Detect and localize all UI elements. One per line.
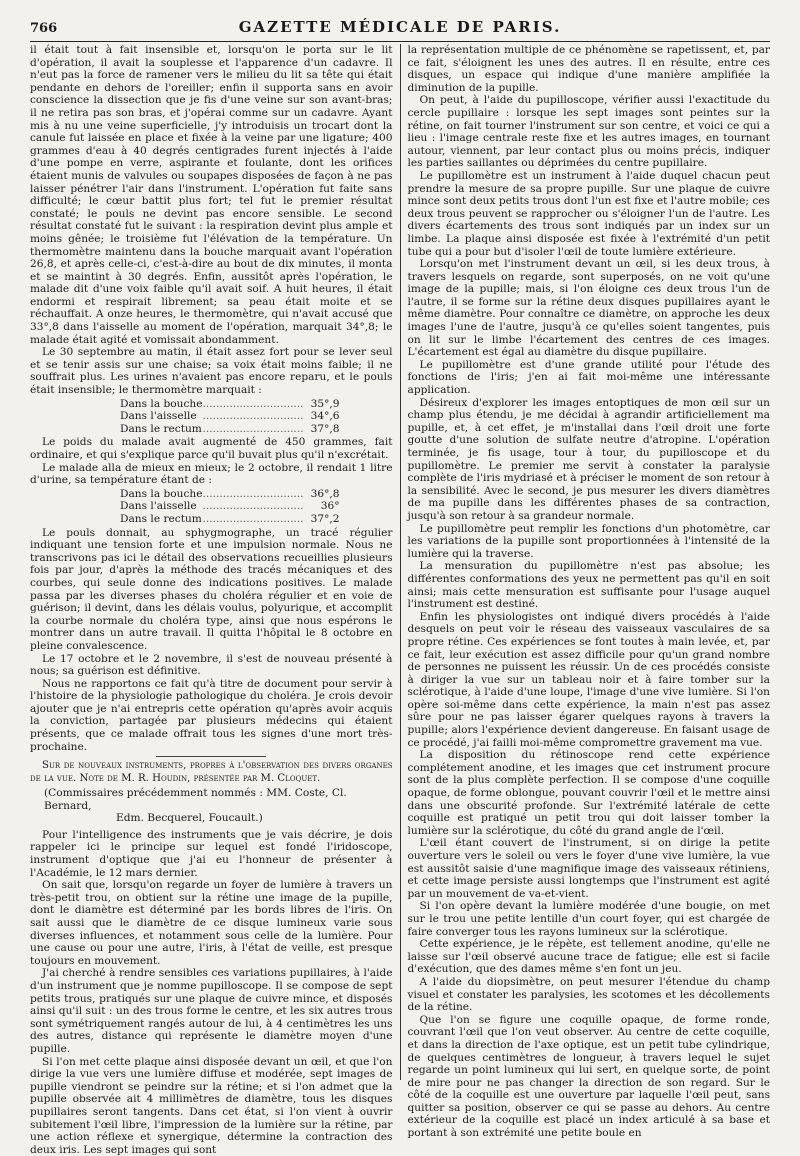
paragraph: Le pupillomètre peut remplir les fonctions d'un photomètre, car les variations de la pupille sont proportionnées à l'intensité de la lumière qui la traverse. (407, 522, 770, 560)
site-label: Dans l'aisselle (120, 500, 197, 513)
paragraph: On sait que, lorsqu'on regarde un foyer de lumière à travers un très-petit trou, on obtient sur la rétine une image de la pupille, dont le diamètre est déterminé par les bords libres de l'iris. On sait aussi que le diamètre de ce disque lumineux varie sous diverses influences, et notamment sous celle de la lumière. Pour une cause ou pour une autre, l'iris, à l'état de veille, est presque toujours en mouvement. (30, 879, 393, 967)
paragraph: Pour l'intelligence des instruments que je vais décrire, je dois rappeler ici le principe sur lequel est fondé l'iridoscope, instrument d'optique que j'ai eu l'honneur de présenter à l'Académie, le 12 mars dernier. (30, 828, 393, 879)
two-column-body (30, 44, 770, 1156)
paragraph: Lorsqu'on met l'instrument devant un œil, si les deux trous, à travers lesquels on regarde, sont superposés, on ne voit qu'une image de la pupille; mais, si l'on éloigne ces deux trous l'un de l'autre, il se forme sur la rétine deux disques pupillaires ayant le même diamètre. Pour connaître ce diamètre, on approche les deux images l'une de l'autre, jusqu'à ce qu'elles soient tangentes, puis on lit sur le limbe l'écartement des centres de ces images. L'écartement est égal au diamètre du disque pupillaire. (407, 258, 770, 359)
temperature-row (120, 423, 340, 436)
commission-note (44, 787, 393, 825)
paragraph: On peut, à l'aide du pupilloscope, vérifier aussi l'exactitude du cercle pupillaire : lorsque les sept images sont peintes sur la rétine, on fait tourner l'instrument sur son centre, et voici ce qui a lieu : l'image centrale reste fixe et les autres images, en tournant autour, viennent, par leur contact plus ou moins précis, indiquer les parties saillantes ou déprimées du centre pupillaire. (407, 94, 770, 170)
paragraph: Le pupillomètre est un instrument à l'aide duquel chacun peut prendre la mesure de sa propre pupille. Sur une plaque de cuivre mince sont deux petits trous dont l'un est fixe et l'autre mobile; ces deux trous peuvent se rapprocher ou s'éloigner l'un de l'autre. Les divers écartements des trous sont indiqués par un index sur un limbe. La plaque ainsi disposée est fixée à l'extrémité d'un petit tube qui a pour but d'isoler l'œil de toute lumière extérieure. (407, 169, 770, 258)
paragraph: Enfin les physiologistes ont indiqué divers procédés à l'aide desquels on peut voir le réseau des vaisseaux vasculaires de sa propre rétine. Ces expériences se font toutes à main levée, et, par ce fait, leur exécution est assez difficile pour qu'un grand nombre de personnes ne puissent les réussir. Un de ces procédés consiste à diriger la vue sur un tableau noir et à faire tomber sur la sclérotique, à l'aide d'une loupe, l'image d'une vive lumière. Si l'on opère soi-même dans cette expérience, la main n'est pas assez sûre pour ne pas laisser égarer quelques rayons à travers la pupille; alors l'expérience devient dangereuse. En faisant usage de ce procédé, j'ai failli moi-même compromettre gravement ma vue. (407, 610, 770, 749)
right-column (401, 44, 771, 1140)
paragraph: Le 30 septembre au matin, il était assez fort pour se lever seul et se tenir assis sur une chaise; sa voix était moins faible; il ne souffrait plus. Les urines n'avaient pas encore reparu, et le pouls était insensible; le thermomètre marquait : (30, 346, 393, 397)
temperature-value: 35°,9 (310, 397, 340, 410)
paragraph: Que l'on se figure une coquille opaque, de forme ronde, couvrant l'œil que l'on veut observer. Au centre de cette coquille, et dans la direction de l'axe optique, est un petit tube cylindrique, de quelques centimètres de longueur, à travers lequel le sujet regarde un point lumineux qui lui sert, en quelque sorte, de point de mire pour ne pas changer la direction de son regard. Sur le côté de la coquille est une ouverture par laquelle l'œil peut, sans quitter sa position, observer ce qui se passe au dehors. Au centre extérieur de la coquille est placé un index articulé à sa base et portant à son extrémité une petite boule en (407, 1013, 770, 1140)
temperature-row (120, 410, 340, 423)
paragraph: la représentation multiple de ce phénomène se rapetissent, et, par ce fait, s'éloignent les unes des autres. Il en résulte, entre ces disques, un espace qui indique d'une manière amplifiée la diminution de la pupille. (407, 44, 770, 94)
leader-dots: .............................. (202, 487, 304, 500)
temperature-row (120, 513, 340, 526)
paragraph: Si l'on opère devant la lumière modérée d'une bougie, on met sur le trou une petite lentille d'un court foyer, qui est chargée de faire converger tous les rayons lumineux sur la sclérotique. (407, 900, 770, 938)
temperature-table (120, 398, 340, 436)
paragraph: Cette expérience, je le répète, est tellement anodine, qu'elle ne laisse sur l'œil observé aucune trace de fatigue; elle est si facile d'exécution, que des dames même s'en font un jeu. (407, 938, 770, 976)
paragraph: Le poids du malade avait augmenté de 450 grammes, fait ordinaire, et qui s'explique parce qu'il buvait plus qu'il n'excrétait. (30, 436, 393, 461)
section-divider (156, 756, 266, 757)
leader-dots: .............................. (202, 410, 304, 423)
paragraph: La disposition du rétinoscope rend cette expérience complétement anodine, et les images que cet instrument procure sont de la plus complète perfection. Il se compose d'une coquille opaque, de forme oblongue, pouvant couvrir l'œil et le mettre ainsi dans une obscurité profonde. Sur l'extrémité latérale de cette coquille est pratiqué un petit trou qui doit laisser tomber la lumière sur la sclérotique, du côté du grand angle de l'œil. (407, 749, 770, 837)
leader-dots: .............................. (202, 512, 304, 525)
paragraph: A l'aide du diopsimètre, on peut mesurer l'étendue du champ visuel et constater les paralysies, les scotomes et les décollements de la rétine. (407, 975, 770, 1014)
temperature-value: 34°,6 (310, 410, 340, 423)
paragraph: il était tout à fait insensible et, lorsqu'on le porta sur le lit d'opération, il avait la souplesse et l'apparence d'un cadavre. Il n'eut pas la force de ramener vers le milieu du lit sa tête qui était pendante en dehors de l'oreiller; enfin il supporta sans en avoir conscience la dissection que je fis d'une veine sur son avant-bras; il ne retira pas son bras, et j'opérai comme sur un cadavre. Ayant mis à nu une veine superficielle, j'y introduisis un trocart dont la canule fut laissée en place et fixée à la veine par une ligature; 400 grammes d'eau à 40 degrés centigrades furent injectés à l'aide d'une pompe en verre, aspirante et foulante, dont les orifices étaient munis de valvules ou soupapes disposées de façon à ne pas laisser pénétrer l'air dans l'instrument. L'opération fut faite sans difficulté; le cœur battit plus fort; tel fut le premier résultat constaté; le pouls ne devint pas encore sensible. Le second résultat constaté fut le suivant : la respiration devint plus ample et moins gênée; le troisième fut l'élévation de la température. Un thermomètre maintenu dans la bouche marquait avant l'opération 26,8, et après celle-ci, c'est-à-dire au bout de dix minutes, il monta et se maintint à 30 degrés. Enfin, aussitôt après l'opération, le malade dit d'une voix faible qu'il avait soif. A huit heures, il était endormi et respirait librement; sa peau était moite et se réchauffait. A onze heures, le thermomètre, qui n'avait accusé que 33°,8 dans l'aisselle au moment de l'opération, marquait 34°,8; le malade était agité et vomissait abondamment. (30, 44, 393, 346)
paragraph: Le pouls donnait, au sphygmographe, un tracé régulier indiquant une tension forte et une impulsion normale. Nous ne transcrivons pas ici le détail des observations recueillies plusieurs fois par jour, d'après la méthode des tracés mécaniques et des courbes, qui seule donne des indications positives. Le malade passa par les diverses phases du choléra régulier et en voie de guérison; il devint, dans les délais voulus, polyurique, et accomplit la courbe normale du choléra type, ainsi que nous espérons le montrer dans un autre travail. Il quitta l'hôpital le 8 octobre en pleine convalescence. (30, 526, 393, 652)
paragraph: La mensuration du pupillomètre n'est pas absolue; les différentes conformations des yeux ne permettent pas qu'il en soit ainsi; mais cette mensuration est suffisante pour l'usage auquel l'instrument est destiné. (407, 560, 770, 611)
temperature-row (120, 488, 340, 501)
temperature-value: 37°,2 (310, 512, 340, 525)
leader-dots: .............................. (202, 500, 304, 513)
page-header (30, 18, 770, 38)
paragraph: Désireux d'explorer les images entoptiques de mon œil sur un champ plus étendu, je me décidai à agrandir artificiellement ma pupille, et, à cet effet, je m'installai dans l'œil droit une forte goutte d'une solution de sulfate neutre d'atropine. L'opération terminée, je fis usage, tour à tour, du pupilloscope et du pupillomètre. Le premier me servit à constater la paralysie complète de l'iris mydriasé et à préciser le moment de son retour à la sensibilité. Avec le second, je pus mesurer les divers diamètres de ma pupille dans les différentes phases de sa contraction, jusqu'à son retour à sa grandeur normale. (407, 396, 770, 522)
temperature-row (120, 398, 340, 411)
header-rule (30, 41, 770, 42)
site-label: Dans l'aisselle (120, 410, 197, 423)
paragraph: Le pupillomètre est d'une grande utilité pour l'étude des fonctions de l'iris; j'en ai fait moi-même une intéressante application. (407, 358, 770, 397)
site-label: Dans la bouche (120, 397, 203, 410)
paragraph: Nous ne rapportons ce fait qu'à titre de document pour servir à l'histoire de la physiologie pathologique du choléra. Je crois devoir ajouter que je n'ai entrepris cette opération qu'après avoir acquis la conviction, partagée par plusieurs médecins qui étaient présents, que ce malade offrait tous les signes d'une mort très-prochaine. (30, 677, 393, 753)
paragraph: L'œil étant couvert de l'instrument, si on dirige la petite ouverture vers le soleil ou vers le foyer d'une vive lumière, la vue est aussitôt saisie d'une magnifique image des vaisseaux rétiniens, et cette image persiste aussi longtemps que l'instrument est agité par un mouvement de va-et-vient. (407, 837, 770, 900)
site-label: Dans le rectum (120, 512, 202, 525)
leader-dots: .............................. (202, 422, 304, 435)
left-column (30, 44, 400, 1156)
temperature-table (120, 488, 340, 526)
paragraph: Le 17 octobre et le 2 novembre, il s'est de nouveau présenté à nous; sa guérison est définitive. (30, 652, 393, 678)
section-heading: Sur de nouveaux instruments, propres à l'observation des divers organes de la vue. Note de M. R. Houdin, présentée par M. Cloquet. (30, 760, 393, 784)
site-label: Dans le rectum (120, 422, 202, 435)
site-label: Dans la bouche (120, 487, 203, 500)
commission-line: Edm. Becquerel, Foucault.) (116, 812, 263, 825)
temperature-value: 37°,8 (310, 422, 340, 435)
temperature-value: 36° (320, 500, 340, 513)
temperature-value: 36°,8 (310, 487, 340, 500)
running-title: GAZETTE MÉDICALE DE PARIS. (238, 18, 562, 36)
page-number: 766 (30, 21, 58, 36)
commission-line: (Commissaires précédemment nommés : MM. Coste, Cl. Bernard, (44, 787, 347, 812)
paragraph: J'ai cherché à rendre sensibles ces variations pupillaires, à l'aide d'un instrument que je nomme pupilloscope. Il se compose de sept petits trous, pratiqués sur une plaque de cuivre mince, et disposés ainsi qu'il suit : un des trous forme le centre, et les six autres trous sont symétriquement rangés autour de lui, à 4 centimètres les uns des autres, distance qui représente le diamètre moyen d'une pupille. (30, 967, 393, 1055)
paragraph: Si l'on met cette plaque ainsi disposée devant un œil, et que l'on dirige la vue vers une lumière diffuse et modérée, sept images de pupille viendront se peindre sur la rétine; et si l'on admet que la pupille observée ait 4 millimètres de diamètre, tous les disques pupillaires seront tangents. Dans cet état, si l'on vient à ouvrir subitement l'œil libre, l'impression de la lumière sur la rétine, par une action réflexe et synergique, détermine la contraction des deux iris. Les sept images qui sont (30, 1055, 393, 1156)
leader-dots: .............................. (202, 397, 304, 410)
paragraph: Le malade alla de mieux en mieux; le 2 octobre, il rendait 1 litre d'urine, sa température étant de : (30, 461, 393, 487)
temperature-row (120, 500, 340, 513)
